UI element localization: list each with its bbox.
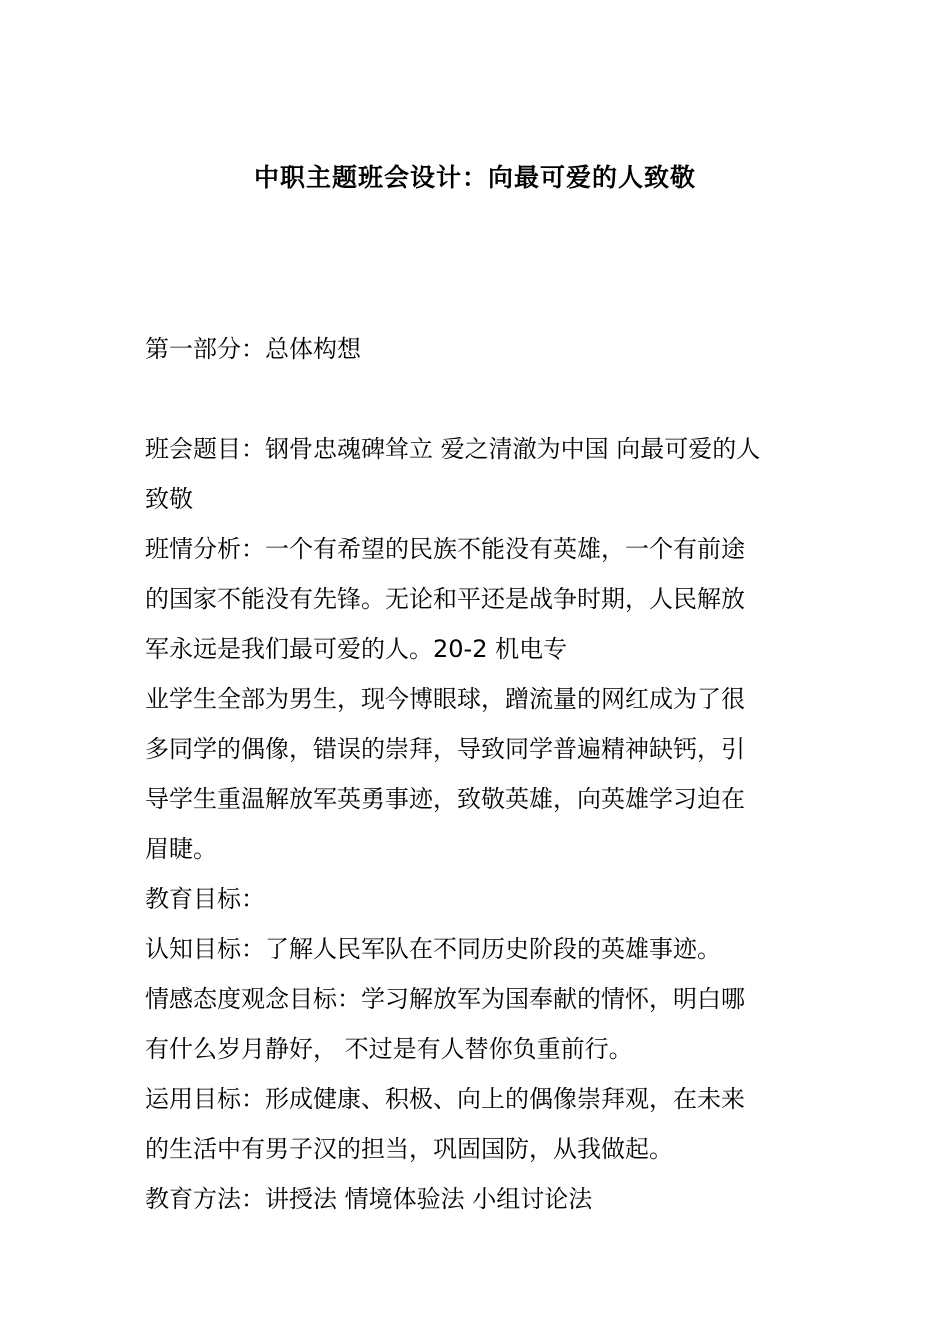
text-line: 班会题目：钢骨忠魂碑耸立 爱之清澈为中国 向最可爱的人 bbox=[145, 435, 761, 463]
text-line: 运用目标：形成健康、积极、向上的偶像崇拜观，在未来 bbox=[145, 1085, 745, 1113]
body-paragraphs bbox=[145, 424, 810, 1224]
section-heading bbox=[145, 324, 810, 374]
text-line: 教育目标： bbox=[145, 885, 265, 913]
text-line: 致敬 bbox=[145, 485, 193, 513]
text-line: 军永远是我们最可爱的人。20-2 机电专 bbox=[145, 635, 568, 663]
text-line: 认知目标：了解人民军队在不同历史阶段的英雄事迹。 bbox=[145, 935, 721, 963]
text-line: 眉睫。 bbox=[145, 835, 217, 863]
text-line: 教育方法：讲授法 情境体验法 小组讨论法 bbox=[145, 1185, 593, 1213]
text-line: 情感态度观念目标：学习解放军为国奉献的情怀，明白哪 bbox=[145, 985, 745, 1013]
text-line: 班情分析：一个有希望的民族不能没有英雄，一个有前途 bbox=[145, 535, 745, 563]
section-heading-text: 第一部分：总体构想 bbox=[145, 335, 361, 363]
text-line: 的国家不能没有先锋。无论和平还是战争时期，人民解放 bbox=[145, 585, 745, 613]
text-line: 多同学的偶像，错误的崇拜，导致同学普遍精神缺钙，引 bbox=[145, 735, 745, 763]
text-line: 业学生全部为男生，现今博眼球，蹭流量的网红成为了很 bbox=[145, 685, 745, 713]
text-line: 有什么岁月静好， 不过是有人替你负重前行。 bbox=[145, 1035, 633, 1063]
text-line: 的生活中有男子汉的担当，巩固国防，从我做起。 bbox=[145, 1135, 673, 1163]
document-title: 中职主题班会设计：向最可爱的人致敬 bbox=[253, 163, 696, 192]
text-line: 导学生重温解放军英勇事迹，致敬英雄，向英雄学习迫在 bbox=[145, 785, 745, 813]
